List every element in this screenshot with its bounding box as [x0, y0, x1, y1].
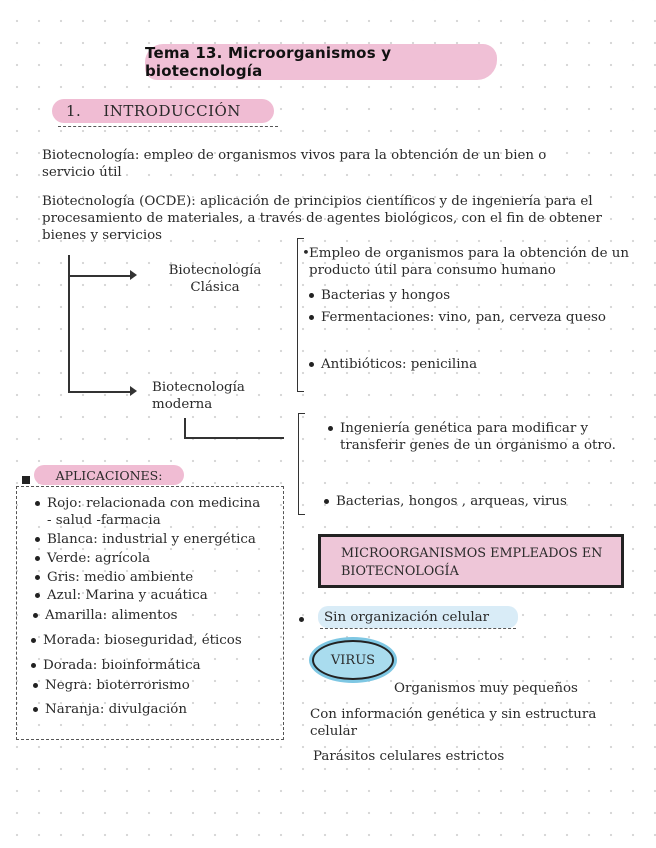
application-item: Naranja: divulgación [45, 701, 275, 718]
section-heading-text: INTRODUCCIÓN [103, 102, 241, 120]
page-title: Tema 13. Microorganismos y biotecnología [145, 44, 497, 80]
application-item: Negra: bioterrorismo [45, 677, 275, 694]
application-item: Morada: bioseguridad, éticos [43, 632, 278, 649]
arrow-head-icon [130, 386, 137, 396]
virus-fact: Con información genética y sin estructura celular [310, 707, 597, 739]
applications-label: APLICACIONES: [34, 465, 184, 485]
tree-branch-classic [68, 275, 134, 277]
arrow-head-icon [130, 270, 137, 280]
classic-item-3: Antibióticos: penicilina [321, 356, 621, 373]
definition-2: Biotecnología (OCDE): aplicación de principios científicos y de ingeniería para el procesamiento de materiales, a través de agentes biológicos, con el fin de obtener bienes y servicios [42, 194, 602, 243]
modern-item-1: Ingeniería genética para modificar y transferir genes de un organismo a otro. [340, 420, 625, 454]
modern-label: Biotecnología moderna [152, 380, 245, 412]
classic-item-2: Fermentaciones: vino, pan, cerveza queso [321, 309, 611, 326]
section-number: 1. [66, 102, 82, 120]
modern-connector-h [184, 437, 284, 439]
classic-item-1: Bacterias y hongos [321, 287, 621, 304]
tree-branch-modern [68, 391, 134, 393]
application-item: Verde: agrícola [47, 550, 277, 567]
application-item: Blanca: industrial y energética [47, 531, 287, 548]
application-item: Rojo: relacionada con medicina - salud -farmacia [47, 495, 267, 529]
modern-bracket [298, 413, 305, 515]
virus-fact: Organismos muy pequeños [394, 681, 578, 696]
application-item: Amarilla: alimentos [45, 607, 275, 624]
category-label: Sin organización celular [318, 606, 518, 628]
application-item: Gris: medio ambiente [47, 569, 277, 586]
section-heading [52, 99, 274, 123]
classic-label: Biotecnología Clásica [168, 263, 262, 295]
modern-item-2: Bacterias, hongos , arqueas, virus [336, 493, 636, 510]
square-bullet-icon [22, 476, 30, 484]
classic-description: • Empleo de organismos para la obtención de un producto útil para consumo humano [302, 246, 630, 278]
definition-1: Biotecnología: empleo de organismos vivos para la obtención de un bien o servicio útil [42, 148, 547, 180]
modern-connector-v [184, 418, 186, 438]
virus-fact: Parásitos celulares estrictos [313, 749, 505, 764]
application-item: Dorada: bioinformática [43, 657, 273, 674]
bullet-icon [299, 617, 304, 622]
category-underline [320, 628, 516, 629]
microorganisms-heading: MICROORGANISMOS EMPLEADOS EN BIOTECNOLOGÍA [318, 534, 624, 588]
heading-underline [58, 126, 278, 127]
application-item: Azul: Marina y acuática [47, 587, 277, 604]
virus-badge: VIRUS [312, 640, 394, 680]
